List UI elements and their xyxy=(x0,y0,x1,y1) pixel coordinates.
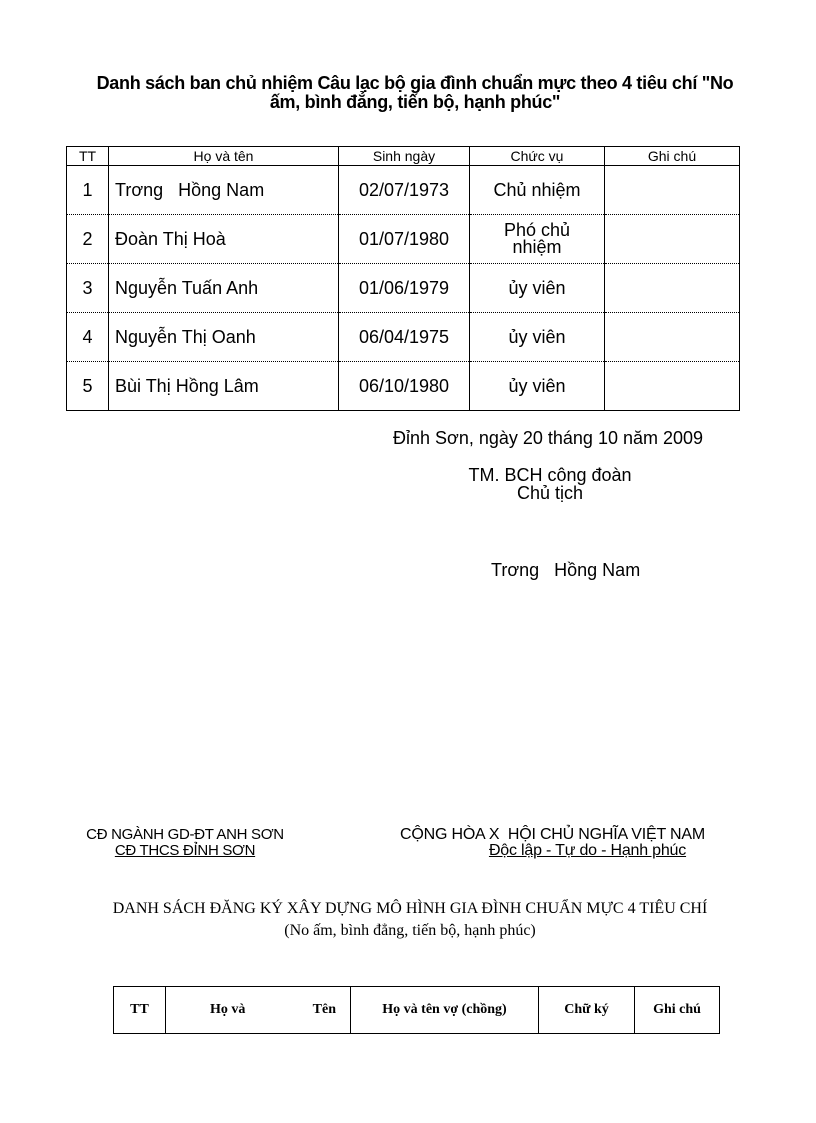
nation-line-1: CỘNG HÒA X HỘI CHỦ NGHĨA VIỆT NAM xyxy=(400,826,705,843)
header-role: Chức vụ xyxy=(470,147,605,166)
row-dob: 06/04/1975 xyxy=(339,313,470,362)
row-tt: 4 xyxy=(67,313,109,362)
org-line-1: CĐ NGÀNH GD-ĐT ANH SƠN xyxy=(86,826,284,843)
reg-header-tt: TT xyxy=(114,987,166,1034)
table-row xyxy=(67,362,740,411)
row-role: ủy viên xyxy=(470,264,605,313)
row-note xyxy=(605,362,740,411)
row-role: Chủ nhiệm xyxy=(470,166,605,215)
table-row xyxy=(67,215,740,264)
reg-header-name-ten: Tên xyxy=(312,1002,336,1017)
national-motto xyxy=(370,827,735,859)
row-role: Phó chủ nhiệm xyxy=(470,215,605,264)
header-name: Họ và tên xyxy=(109,147,339,166)
reg-header-name-ho: Họ và xyxy=(210,1002,246,1017)
on-behalf-label: TM. BCH công đoàn xyxy=(468,465,632,485)
row-name: Bùi Thị Hồng Lâm xyxy=(109,362,339,411)
document-title-line-2: ấm, bình đẳng, tiến bộ, hạnh phúc" xyxy=(269,92,561,112)
header-tt: TT xyxy=(67,147,109,166)
row-name: Nguyễn Tuấn Anh xyxy=(109,264,339,313)
row-dob: 01/07/1980 xyxy=(339,215,470,264)
registration-title-line-1: DANH SÁCH ĐĂNG KÝ XÂY DỰNG MÔ HÌNH GIA ĐÌNH CHUẨN MỰC 4 TIÊU CHÍ xyxy=(112,900,708,917)
org-line-2: CĐ THCS ĐỈNH SƠN xyxy=(114,842,256,859)
row-tt: 5 xyxy=(67,362,109,411)
members-table-header xyxy=(67,147,740,166)
row-note xyxy=(605,313,740,362)
row-name: Trơng Hồng Nam xyxy=(109,166,339,215)
row-tt: 1 xyxy=(67,166,109,215)
document-title xyxy=(60,74,770,112)
nation-line-2: Độc lập - Tự do - Hạnh phúc xyxy=(488,842,687,859)
document-title-line-1: Danh sách ban chủ nhiệm Câu lạc bộ gia đình chuẩn mực theo 4 tiêu chí "No xyxy=(96,73,734,93)
place-date: Đỉnh Sơn, ngày 20 tháng 10 năm 2009 xyxy=(393,428,704,448)
reg-header-name xyxy=(166,987,351,1034)
signer-name: Trơng Hồng Nam xyxy=(491,560,641,580)
reg-header-spouse: Họ và tên vợ (chồng) xyxy=(351,987,539,1034)
registration-table xyxy=(113,986,720,1034)
registration-title xyxy=(40,898,780,942)
row-name: Đoàn Thị Hoà xyxy=(109,215,339,264)
members-table xyxy=(66,146,740,411)
row-name: Nguyễn Thị Oanh xyxy=(109,313,339,362)
table-row xyxy=(67,264,740,313)
header-dob: Sinh ngày xyxy=(339,147,470,166)
row-role: ủy viên xyxy=(470,313,605,362)
reg-header-signature: Chữ ký xyxy=(539,987,635,1034)
row-dob: 01/06/1979 xyxy=(339,264,470,313)
row-tt: 2 xyxy=(67,215,109,264)
row-note xyxy=(605,166,740,215)
header-note: Ghi chú xyxy=(605,147,740,166)
row-tt: 3 xyxy=(67,264,109,313)
row-dob: 02/07/1973 xyxy=(339,166,470,215)
row-role: ủy viên xyxy=(470,362,605,411)
signature-block xyxy=(440,466,660,502)
reg-header-note: Ghi chú xyxy=(635,987,720,1034)
registration-table-header xyxy=(114,987,720,1034)
row-dob: 06/10/1980 xyxy=(339,362,470,411)
organization-header xyxy=(60,827,310,859)
row-note xyxy=(605,264,740,313)
table-row xyxy=(67,166,740,215)
table-row xyxy=(67,313,740,362)
row-note xyxy=(605,215,740,264)
registration-title-line-2: (No ấm, bình đẳng, tiến bộ, hạnh phúc) xyxy=(284,922,536,939)
position-label: Chủ tịch xyxy=(516,483,584,503)
